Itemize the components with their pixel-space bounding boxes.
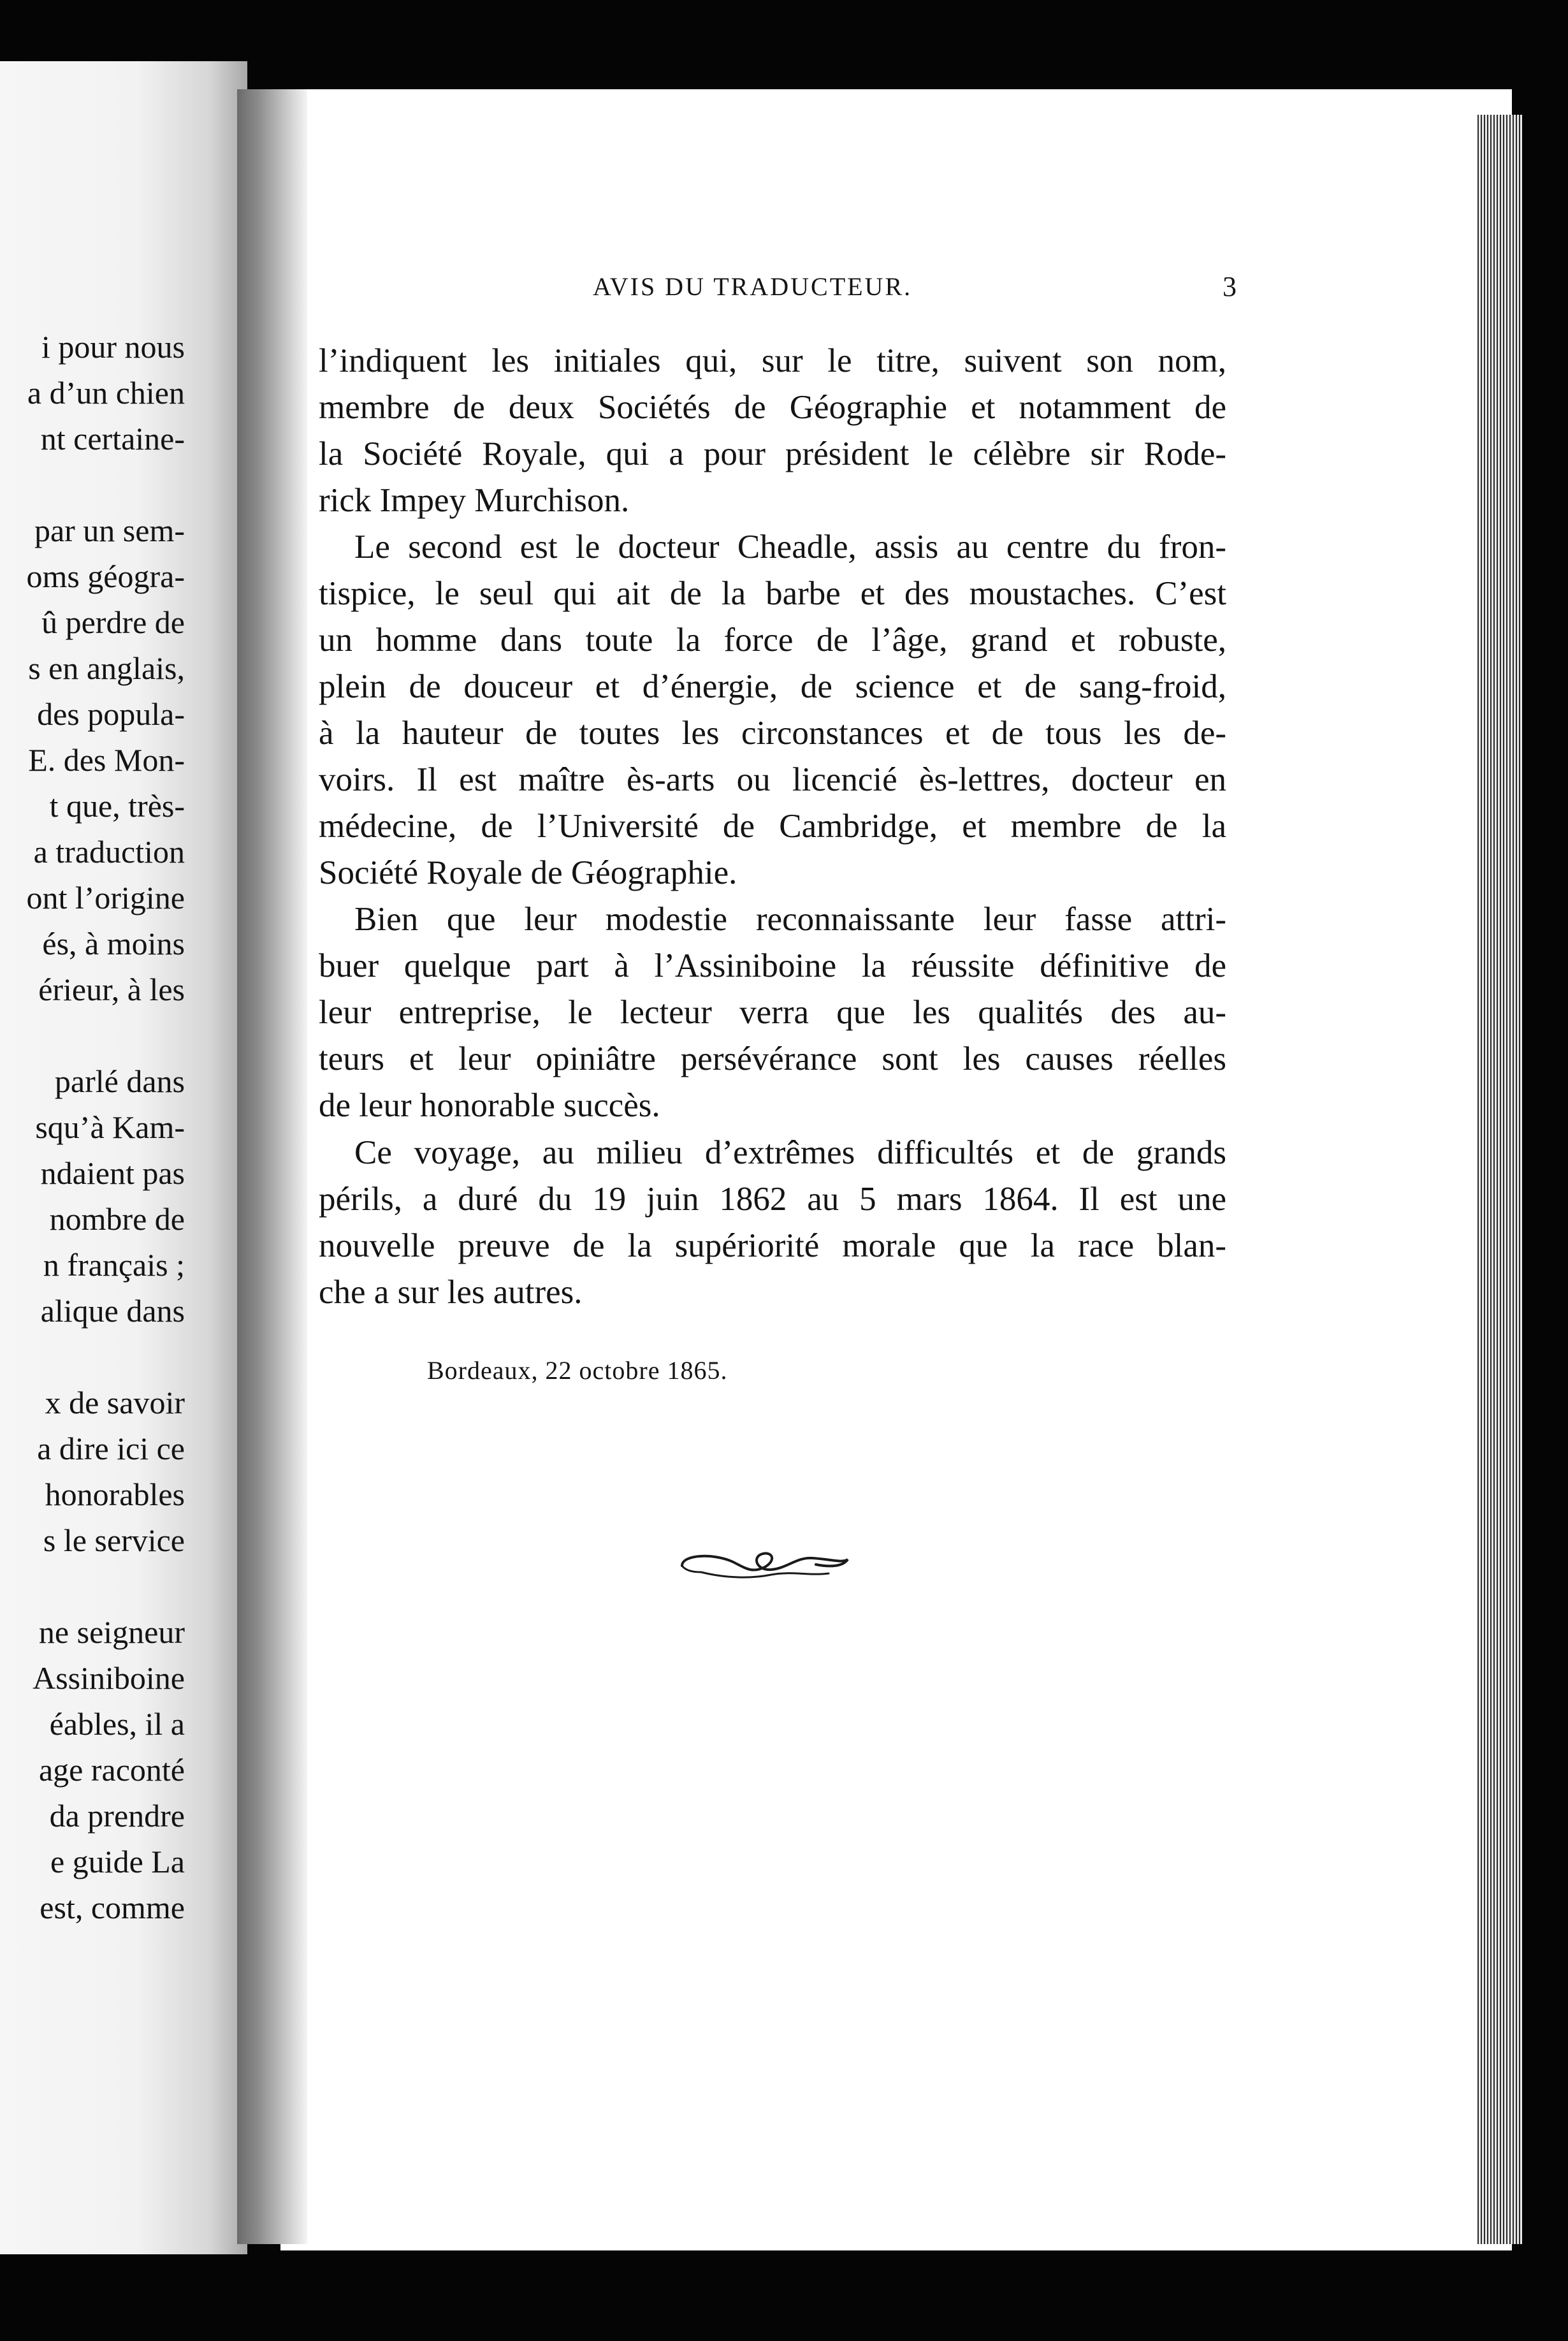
text-line: Ce voyage, au milieu d’extrêmes difficultés et de grands [354,1134,1226,1171]
left-page-line: i pour nous [41,329,185,365]
paragraph-2 [319,524,1226,896]
left-page-line: a traduction [33,834,185,870]
left-page-line: s en anglais, [28,650,185,686]
left-page-line: est, comme [40,1890,185,1925]
left-page-line: E. des Mon- [28,742,185,778]
left-page-line: ndaient pas [40,1155,185,1191]
left-page-line: t que, très- [49,788,185,824]
left-page-line: x de savoir [45,1385,185,1420]
left-page-line: nombre de [49,1201,185,1237]
left-page-line: parlé dans [54,1063,185,1099]
left-page-line: éables, il a [49,1706,185,1742]
left-page-line: û perdre de [41,604,185,640]
tailpiece-flourish-icon [676,1542,854,1586]
text-line: plein de douceur et d’énergie, de science et de sang-froid, [319,668,1226,705]
text-line: médecine, de l’Université de Cambridge, et membre de la [319,808,1226,845]
text-line: Le second est le docteur Cheadle, assis au centre du fron- [354,529,1226,565]
text-line: Bien que leur modestie reconnaissante leur fasse attri- [354,901,1226,938]
left-page-line: s le service [43,1522,185,1558]
running-head [319,268,1237,306]
left-page-line: ont l’origine [26,880,185,915]
left-page-line: age raconté [38,1752,185,1788]
paragraph-1 [319,338,1226,524]
text-line: tispice, le seul qui ait de la barbe et des moustaches. C’est [319,575,1226,612]
text-line: leur entreprise, le lecteur verra que les qualités des au- [319,994,1226,1031]
page-edges [1477,115,1522,2244]
text-line: la Société Royale, qui a pour président le célèbre sir Rode- [319,435,1226,472]
paragraph-3 [319,896,1226,1129]
left-page-line: érieur, à les [38,972,185,1007]
text-line: che a sur les autres. [319,1274,583,1311]
text-line: périls, a duré du 19 juin 1862 au 5 mars 1864. Il est une [319,1181,1226,1218]
text-line: l’indiquent les initiales qui, sur le titre, suivent son nom, [319,342,1226,379]
left-page-line: a d’un chien [27,375,185,411]
left-page-line: Assiniboine [33,1660,185,1696]
text-line: Société Royale de Géographie. [319,854,737,891]
left-page-line: des popula- [37,696,185,732]
left-page-line: par un sem- [34,513,185,548]
left-page-line: n français ; [43,1247,185,1283]
paragraph-4 [319,1130,1226,1316]
text-line: de leur honorable succès. [319,1087,660,1124]
running-title: AVIS DU TRADUCTEUR. [593,272,913,301]
left-page-line: da prendre [49,1798,185,1834]
text-line: rick Impey Murchison. [319,482,630,519]
left-page-line: alique dans [40,1293,185,1329]
spine-gutter-shadow [237,89,307,2244]
text-line: buer quelque part à l’Assiniboine la réussite définitive de [319,947,1226,984]
signature-line: Bordeaux, 22 octobre 1865. [427,1356,728,1385]
left-facing-page [0,61,247,2254]
left-page-line: e guide La [50,1844,185,1879]
text-line: à la hauteur de toutes les circonstances et de tous les de- [319,715,1226,752]
left-page-line: honorables [45,1477,185,1512]
page-number: 3 [1223,271,1237,302]
left-page-line: a dire ici ce [37,1431,185,1466]
text-line: voirs. Il est maître ès-arts ou licencié ès-lettres, docteur en [319,761,1226,798]
text-line: membre de deux Sociétés de Géographie et notamment de [319,389,1226,426]
text-line: nouvelle preuve de la supériorité morale que la race blan- [319,1227,1226,1264]
left-page-line: oms géogra- [26,558,185,594]
text-line: un homme dans toute la force de l’âge, grand et robuste, [319,622,1226,659]
text-line: teurs et leur opiniâtre persévérance sont les causes réelles [319,1040,1226,1077]
left-page-line: és, à moins [42,926,185,961]
left-page-line: squ’à Kam- [35,1109,185,1145]
left-page-line: ne seigneur [38,1614,185,1650]
left-page-line: nt certaine- [40,421,185,456]
